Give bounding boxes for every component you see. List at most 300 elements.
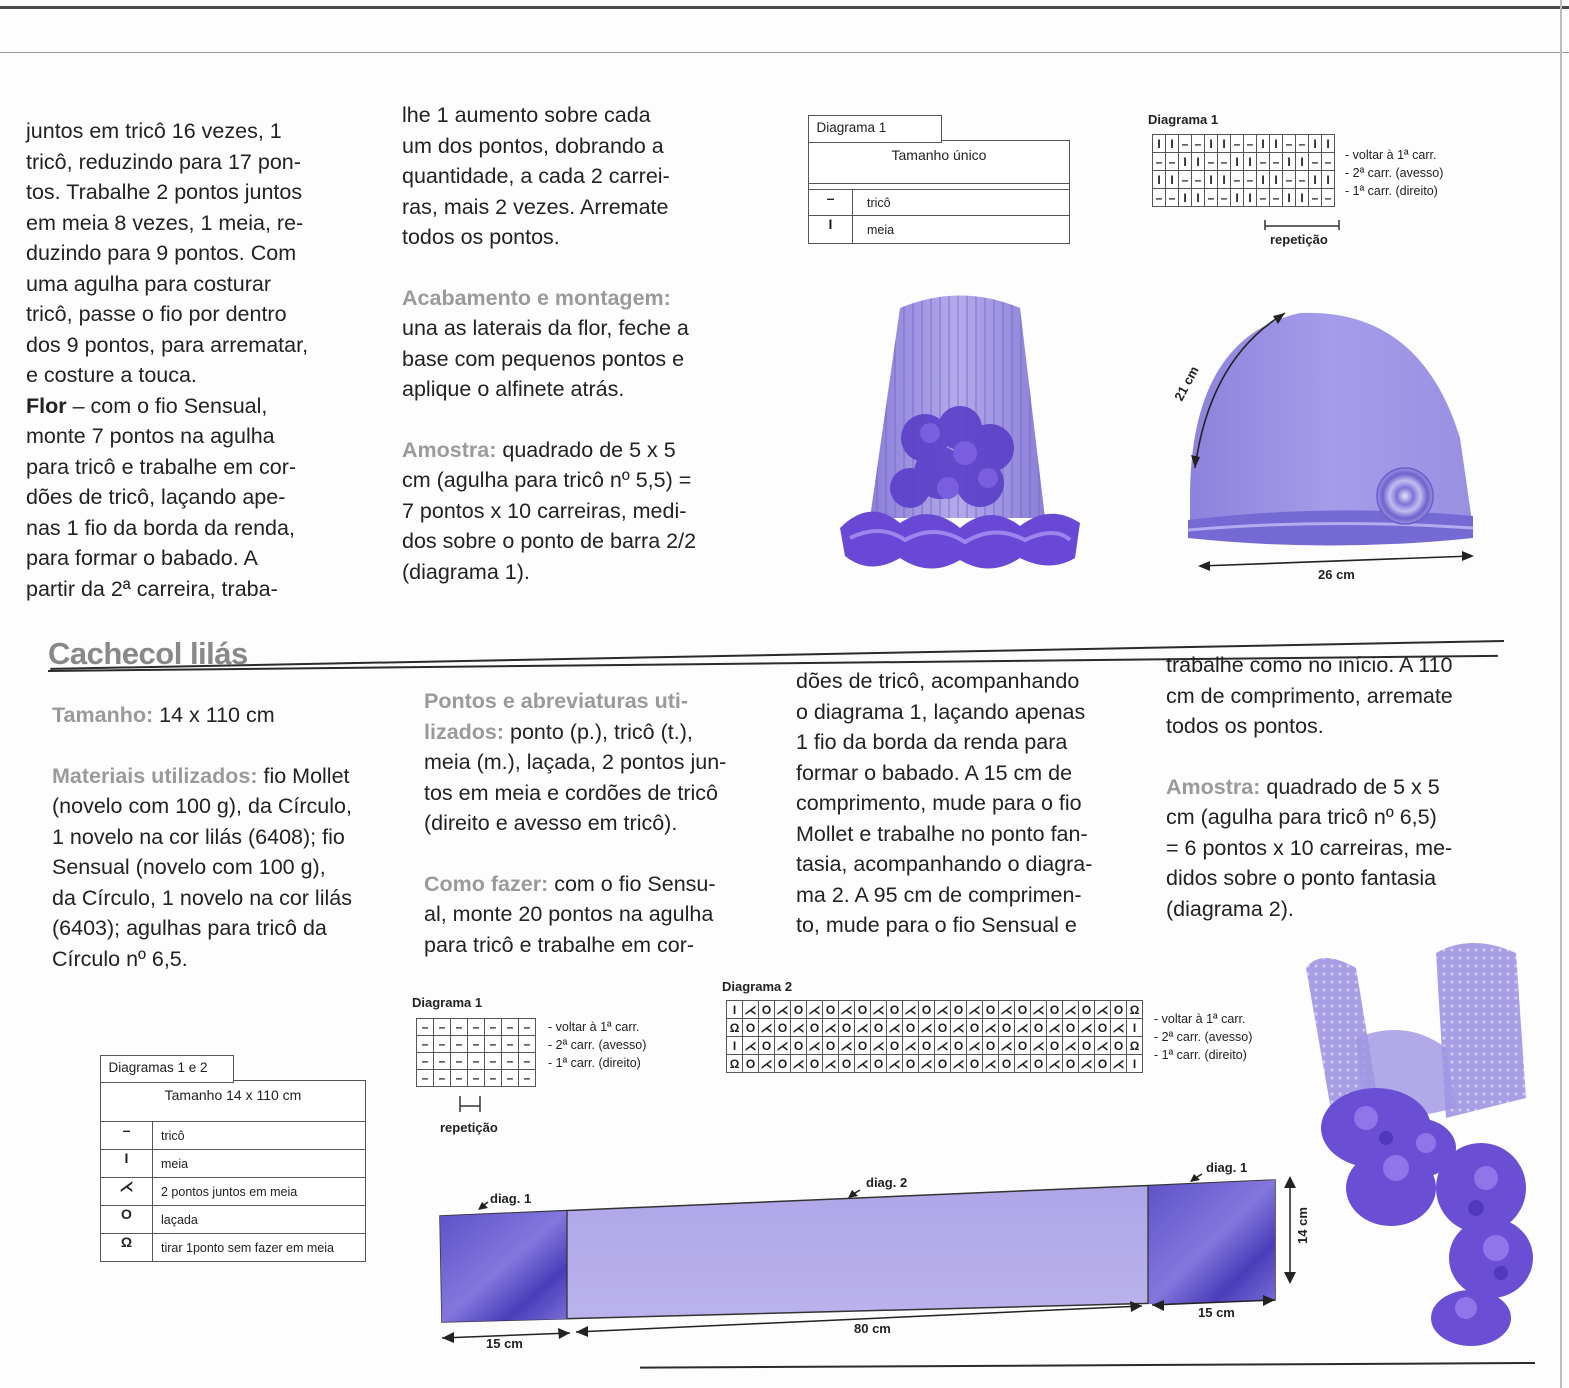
text-run: para formar o babado. A bbox=[26, 546, 258, 570]
grid-cell: – bbox=[485, 1019, 502, 1036]
grid-cell: ⋌ bbox=[1032, 1002, 1045, 1017]
hat-height-label: 21 cm bbox=[1171, 363, 1202, 404]
text-run: para tricô e trabalhe em cor- bbox=[424, 932, 695, 957]
text-run: uma agulha para costurar bbox=[26, 271, 272, 296]
text-line bbox=[26, 299, 376, 330]
row-label: - voltar à 1ª carr. bbox=[548, 1020, 640, 1034]
legend-row bbox=[101, 1233, 365, 1261]
grid-cell: O bbox=[1063, 1019, 1079, 1037]
text-run: (novelo com 100 g), da Círculo, bbox=[52, 794, 352, 818]
grid-cell: ⋌ bbox=[776, 1002, 789, 1017]
grid-cell: ⋌ bbox=[1064, 1002, 1077, 1017]
text-run: dões de tricô, acompanhando bbox=[796, 669, 1080, 693]
grid-cell: I bbox=[1166, 135, 1179, 153]
text-label: Amostra: bbox=[402, 437, 497, 462]
text-line bbox=[26, 330, 376, 361]
text-run: (direito e avesso em tricô). bbox=[424, 811, 678, 835]
grid-cell: – bbox=[1309, 189, 1322, 207]
grid-cell: ⋌ bbox=[1032, 1038, 1045, 1053]
text-line bbox=[26, 177, 376, 208]
grid-cell: – bbox=[434, 1019, 451, 1036]
text-run: aplique o alfinete atrás. bbox=[402, 377, 625, 401]
text-run: com o fio Sensu- bbox=[548, 871, 716, 896]
scarf-section-title: Cachecol lilás bbox=[48, 636, 248, 671]
grid-cell: I bbox=[1283, 189, 1296, 207]
legend-row bbox=[809, 189, 1069, 215]
grid-cell: ⋌ bbox=[792, 1020, 805, 1035]
grid-cell: ⋌ bbox=[920, 1056, 933, 1071]
grid-cell: – bbox=[519, 1053, 536, 1070]
hat-diagram-title: Diagrama 1 bbox=[1148, 112, 1219, 127]
grid-cell: – bbox=[1322, 153, 1335, 171]
grid-cell: – bbox=[502, 1019, 519, 1036]
grid-cell: – bbox=[1231, 135, 1244, 153]
grid-cell: ⋌ bbox=[872, 1002, 885, 1017]
grid-cell: O bbox=[903, 1055, 919, 1073]
grid-cell: – bbox=[502, 1036, 519, 1053]
text-line bbox=[1166, 802, 1511, 833]
legend-text: tricô bbox=[867, 195, 891, 210]
row-label: - 2ª carr. (avesso) bbox=[548, 1038, 647, 1052]
grid-cell: I bbox=[1283, 153, 1296, 171]
grid-cell: I bbox=[1205, 135, 1218, 153]
scarf-text-column-2 bbox=[424, 686, 770, 960]
grid-cell: O bbox=[1047, 1037, 1063, 1055]
grid-cell: – bbox=[417, 1019, 434, 1036]
legend-text: meia bbox=[161, 1156, 189, 1171]
text-line bbox=[402, 222, 747, 253]
grid-cell: Ω bbox=[727, 1055, 743, 1073]
grid-cell: ⋌ bbox=[904, 1002, 917, 1017]
text-run: 7 pontos x 10 carreiras, medi- bbox=[402, 498, 687, 523]
grid-cell: – bbox=[1192, 171, 1205, 189]
grid-cell: – bbox=[1153, 189, 1166, 207]
legend-header: Tamanho 14 x 110 cm bbox=[164, 1087, 302, 1103]
scarf-diagram2-title: Diagrama 2 bbox=[722, 979, 793, 994]
grid-cell: – bbox=[1270, 189, 1283, 207]
dim-height-label: 14 cm bbox=[1294, 1207, 1310, 1244]
grid-row bbox=[417, 1053, 536, 1070]
row-label: - 1ª carr. (direito) bbox=[1154, 1048, 1247, 1062]
grid-cell: ⋌ bbox=[1096, 1038, 1109, 1053]
scarf-legend-table bbox=[100, 1060, 366, 1262]
text-line bbox=[424, 686, 770, 717]
text-run: Círculo nº 6,5. bbox=[52, 946, 188, 971]
text-run: (diagrama 1). bbox=[402, 559, 530, 584]
grid-cell: – bbox=[451, 1053, 468, 1070]
grid-cell: O bbox=[1015, 1001, 1031, 1019]
grid-row bbox=[417, 1019, 536, 1036]
text-line bbox=[796, 788, 1141, 819]
text-line bbox=[26, 208, 376, 239]
grid-cell: I bbox=[1257, 135, 1270, 153]
legend-symbol: I bbox=[809, 216, 853, 243]
text-line bbox=[796, 849, 1141, 880]
grid-cell: I bbox=[1166, 171, 1179, 189]
grid-cell: – bbox=[1283, 171, 1296, 189]
grid-cell: O bbox=[999, 1055, 1015, 1073]
text-run: nas 1 fio da borda da renda, bbox=[26, 515, 295, 540]
grid-cell: – bbox=[1166, 189, 1179, 207]
text-run: quadrado de 5 x 5 bbox=[496, 437, 676, 462]
grid-cell: – bbox=[451, 1036, 468, 1053]
grid-cell: O bbox=[951, 1001, 967, 1019]
text-line bbox=[52, 913, 397, 944]
grid-cell: O bbox=[743, 1055, 759, 1073]
grid-cell: O bbox=[887, 1037, 903, 1055]
text-line bbox=[424, 747, 770, 778]
grid-cell: – bbox=[434, 1053, 451, 1070]
grid-cell: ⋌ bbox=[936, 1002, 949, 1017]
hat-repeat-label: repetição bbox=[1270, 232, 1328, 247]
text-line bbox=[402, 526, 747, 557]
spacer bbox=[424, 839, 770, 869]
text-run: (6403); agulhas para tricô da bbox=[52, 916, 327, 940]
grid-cell: O bbox=[1111, 1037, 1127, 1055]
text-line bbox=[402, 192, 747, 223]
text-run: – com o fio Sensual, bbox=[66, 393, 268, 418]
text-run: cm (agulha para tricô nº 5,5) = bbox=[402, 468, 692, 492]
legend-text: tirar 1ponto sem fazer em meia bbox=[161, 1240, 334, 1255]
text-line bbox=[796, 880, 1141, 911]
text-line bbox=[26, 116, 376, 147]
grid-cell: I bbox=[727, 1037, 743, 1055]
text-line bbox=[402, 374, 747, 405]
text-run: (diagrama 2). bbox=[1166, 896, 1294, 921]
grid-cell: – bbox=[1153, 153, 1166, 171]
text-line bbox=[1166, 650, 1511, 681]
text-run: 1 fio da borda da renda para bbox=[796, 730, 1068, 754]
text-run: tricô, reduzindo para 17 pon- bbox=[26, 149, 301, 174]
spacer bbox=[52, 731, 397, 761]
text-run: duzindo para 9 pontos. Com bbox=[26, 241, 297, 265]
scarf-text-column-4 bbox=[1166, 650, 1511, 924]
grid-cell: – bbox=[434, 1070, 451, 1087]
grid-cell: ⋌ bbox=[1048, 1020, 1061, 1035]
row-label: - 2ª carr. (avesso) bbox=[1345, 166, 1444, 180]
grid-cell: O bbox=[855, 1037, 871, 1055]
grid-cell: – bbox=[1205, 153, 1218, 171]
text-run: tasia, acompanhando o diagra- bbox=[796, 852, 1093, 876]
grid-cell: ⋌ bbox=[1080, 1020, 1093, 1035]
legend-symbol: O bbox=[101, 1206, 153, 1233]
legend-row bbox=[809, 215, 1069, 243]
text-line bbox=[26, 391, 376, 422]
legend-text: tricô bbox=[161, 1128, 185, 1143]
text-line bbox=[1166, 863, 1511, 894]
scarf-diagram2-row-labels bbox=[1154, 1010, 1252, 1064]
row-label: - 1ª carr. (direito) bbox=[1345, 184, 1438, 198]
legend-tab: Diagrama 1 bbox=[808, 115, 942, 143]
text-run: juntos em tricô 16 vezes, 1 bbox=[26, 119, 282, 143]
text-run: Mollet e trabalhe no ponto fan- bbox=[796, 821, 1088, 846]
grid-cell: I bbox=[1309, 171, 1322, 189]
text-line bbox=[796, 910, 1141, 941]
grid-cell: – bbox=[502, 1070, 519, 1087]
grid-cell: O bbox=[743, 1019, 759, 1037]
text-run: todos os pontos. bbox=[402, 225, 560, 249]
grid-cell: ⋌ bbox=[808, 1002, 821, 1017]
grid-cell: O bbox=[887, 1001, 903, 1019]
text-run: ponto (p.), tricô (t.), bbox=[504, 719, 693, 744]
row-label: - voltar à 1ª carr. bbox=[1154, 1012, 1246, 1026]
grid-cell: O bbox=[1079, 1037, 1095, 1055]
grid-cell: ⋌ bbox=[1016, 1056, 1029, 1071]
grid-cell: O bbox=[983, 1037, 999, 1055]
grid-cell: ⋌ bbox=[856, 1020, 869, 1035]
grid-cell: ⋌ bbox=[904, 1038, 917, 1053]
text-run: dões de tricô, laçando ape- bbox=[26, 485, 286, 509]
dim-left-label: 15 cm bbox=[486, 1336, 523, 1351]
grid-cell: O bbox=[935, 1019, 951, 1037]
row-label: - 2ª carr. (avesso) bbox=[1154, 1030, 1253, 1044]
grid-cell: – bbox=[519, 1070, 536, 1087]
grid-cell: ⋌ bbox=[776, 1038, 789, 1053]
grid-cell: O bbox=[967, 1055, 983, 1073]
grid-cell: O bbox=[807, 1055, 823, 1073]
text-label: Como fazer: bbox=[424, 871, 549, 896]
spacer bbox=[1166, 742, 1511, 772]
text-line bbox=[424, 808, 770, 839]
grid-cell: O bbox=[775, 1019, 791, 1037]
text-line bbox=[402, 344, 747, 375]
text-run: Sensual (novelo com 100 g), bbox=[52, 855, 326, 879]
text-line bbox=[52, 822, 397, 853]
grid-cell: O bbox=[1015, 1037, 1031, 1055]
grid-cell: I bbox=[1309, 135, 1322, 153]
diag1-right-label: diag. 1 bbox=[1206, 1160, 1248, 1175]
text-label: Pontos e abreviaturas uti- bbox=[424, 689, 689, 713]
text-line bbox=[26, 360, 376, 391]
text-line bbox=[402, 435, 747, 466]
text-label: Acabamento e montagem: bbox=[402, 285, 671, 310]
grid-cell: ⋌ bbox=[1000, 1002, 1013, 1017]
legend-symbol: ⋌ bbox=[101, 1178, 153, 1205]
legend-symbol: – bbox=[101, 1122, 153, 1149]
grid-cell: ⋌ bbox=[808, 1038, 821, 1053]
grid-cell: ⋌ bbox=[968, 1002, 981, 1017]
text-run: meia (m.), laçada, 2 pontos jun- bbox=[424, 750, 727, 774]
grid-cell: O bbox=[791, 1037, 807, 1055]
grid-cell: – bbox=[434, 1036, 451, 1053]
text-line bbox=[26, 574, 376, 605]
grid-cell: – bbox=[1192, 135, 1205, 153]
grid-row bbox=[1153, 135, 1335, 153]
text-run: didos sobre o ponto fantasia bbox=[1166, 866, 1437, 890]
grid-cell: ⋌ bbox=[840, 1038, 853, 1053]
text-run: o diagrama 1, laçando apenas bbox=[796, 699, 1086, 724]
grid-cell: – bbox=[519, 1019, 536, 1036]
legend-text: laçada bbox=[161, 1212, 198, 1227]
grid-cell: ⋌ bbox=[744, 1002, 757, 1017]
text-run: fio Mollet bbox=[257, 763, 350, 788]
legend-header: Tamanho único bbox=[891, 147, 987, 163]
grid-cell: – bbox=[1296, 135, 1309, 153]
text-label: Materiais utilizados: bbox=[52, 763, 258, 788]
grid-cell: I bbox=[1244, 153, 1257, 171]
grid-cell: O bbox=[855, 1001, 871, 1019]
grid-cell: ⋌ bbox=[920, 1020, 933, 1035]
text-line bbox=[52, 700, 397, 731]
grid-row bbox=[1153, 171, 1335, 189]
text-line bbox=[402, 100, 747, 131]
legend-tab: Diagramas 1 e 2 bbox=[100, 1055, 234, 1083]
grid-cell: ⋌ bbox=[936, 1038, 949, 1053]
grid-cell: O bbox=[759, 1001, 775, 1019]
top-border bbox=[0, 6, 1569, 9]
grid-cell: O bbox=[823, 1037, 839, 1055]
grid-cell: I bbox=[1244, 189, 1257, 207]
text-run: quadrado de 5 x 5 bbox=[1260, 774, 1440, 799]
text-line bbox=[26, 482, 376, 513]
grid-cell: ⋌ bbox=[952, 1020, 965, 1035]
text-line bbox=[52, 852, 397, 883]
grid-cell: – bbox=[1257, 153, 1270, 171]
text-run: cm de comprimento, arremate bbox=[1166, 683, 1453, 708]
grid-cell: I bbox=[1179, 153, 1192, 171]
hat-legend-table bbox=[808, 120, 1070, 244]
grid-cell: O bbox=[1111, 1001, 1127, 1019]
grid-cell: – bbox=[1270, 153, 1283, 171]
grid-cell: ⋌ bbox=[888, 1056, 901, 1071]
knitted-hat-photo bbox=[830, 288, 1090, 578]
grid-cell: I bbox=[1205, 171, 1218, 189]
text-line bbox=[424, 899, 770, 930]
grid-cell: Ω bbox=[1127, 1001, 1143, 1019]
text-line bbox=[1166, 894, 1511, 925]
grid-cell: – bbox=[1244, 135, 1257, 153]
text-line bbox=[26, 147, 376, 178]
grid-cell: O bbox=[807, 1019, 823, 1037]
grid-cell: O bbox=[775, 1055, 791, 1073]
row-label: - voltar à 1ª carr. bbox=[1345, 148, 1437, 162]
text-line bbox=[1166, 681, 1511, 712]
grid-row bbox=[727, 1001, 1143, 1019]
text-line bbox=[1166, 833, 1511, 864]
grid-cell: O bbox=[791, 1001, 807, 1019]
text-run: um dos pontos, dobrando a bbox=[402, 133, 664, 158]
grid-cell: ⋌ bbox=[952, 1056, 965, 1071]
grid-cell: O bbox=[999, 1019, 1015, 1037]
text-run: tos. Trabalhe 2 pontos juntos bbox=[26, 180, 303, 204]
grid-cell: Ω bbox=[727, 1019, 743, 1037]
scarf-text-column-1 bbox=[52, 700, 397, 974]
legend-row bbox=[101, 1205, 365, 1233]
grid-row bbox=[1153, 153, 1335, 171]
legend-row bbox=[101, 1149, 365, 1177]
text-line bbox=[26, 421, 376, 452]
text-line bbox=[402, 131, 747, 162]
grid-row bbox=[417, 1070, 536, 1087]
text-line bbox=[424, 778, 770, 809]
grid-cell: – bbox=[468, 1036, 485, 1053]
grid-cell: ⋌ bbox=[888, 1020, 901, 1035]
diag2-label: diag. 2 bbox=[866, 1175, 908, 1190]
text-line bbox=[26, 452, 376, 483]
text-run: = 6 pontos x 10 carreiras, me- bbox=[1166, 835, 1453, 860]
grid-cell: – bbox=[1179, 171, 1192, 189]
grid-row bbox=[727, 1019, 1143, 1037]
text-label: Amostra: bbox=[1166, 774, 1261, 799]
legend-text: meia bbox=[867, 222, 895, 237]
grid-cell: O bbox=[1079, 1001, 1095, 1019]
text-label: Tamanho: bbox=[52, 703, 154, 727]
grid-cell: I bbox=[1231, 153, 1244, 171]
grid-cell: O bbox=[1095, 1055, 1111, 1073]
grid-cell: – bbox=[468, 1070, 485, 1087]
grid-cell: ⋌ bbox=[792, 1056, 805, 1071]
text-line bbox=[26, 513, 376, 544]
grid-cell: O bbox=[823, 1001, 839, 1019]
grid-cell: I bbox=[1270, 171, 1283, 189]
text-line bbox=[796, 666, 1141, 697]
top-rule bbox=[0, 52, 1569, 53]
text-run: ras, mais 2 vezes. Arremate bbox=[402, 194, 669, 219]
grid-cell: – bbox=[502, 1053, 519, 1070]
grid-cell: O bbox=[935, 1055, 951, 1073]
grid-cell: ⋌ bbox=[824, 1020, 837, 1035]
text-line bbox=[52, 761, 397, 792]
spacer bbox=[402, 253, 747, 283]
grid-cell: ⋌ bbox=[856, 1056, 869, 1071]
grid-cell: ⋌ bbox=[872, 1038, 885, 1053]
grid-cell: I bbox=[1270, 135, 1283, 153]
grid-cell: – bbox=[485, 1036, 502, 1053]
text-line bbox=[26, 238, 376, 269]
text-run: da Círculo, 1 novelo na cor lilás bbox=[52, 885, 352, 910]
grid-cell: ⋌ bbox=[1080, 1056, 1093, 1071]
grid-cell: O bbox=[839, 1055, 855, 1073]
grid-row bbox=[417, 1036, 536, 1053]
grid-cell: – bbox=[1218, 189, 1231, 207]
grid-cell: I bbox=[1231, 189, 1244, 207]
text-run: formar o babado. A 15 cm de bbox=[796, 760, 1073, 785]
grid-cell: I bbox=[1153, 135, 1166, 153]
text-line bbox=[1166, 772, 1511, 803]
text-line bbox=[402, 161, 747, 192]
text-run: dos sobre o ponto de barra 2/2 bbox=[402, 529, 697, 553]
grid-cell: – bbox=[417, 1053, 434, 1070]
hat-text-column-1 bbox=[26, 116, 376, 604]
grid-cell: I bbox=[1296, 153, 1309, 171]
grid-cell: O bbox=[951, 1037, 967, 1055]
legend-text: 2 pontos juntos em meia bbox=[161, 1184, 298, 1199]
hat-diagram-row-labels bbox=[1345, 146, 1443, 200]
repeat-bracket bbox=[455, 1094, 485, 1114]
grid-cell: I bbox=[1322, 171, 1335, 189]
grid-cell: O bbox=[871, 1019, 887, 1037]
hat-text-column-2 bbox=[402, 100, 747, 587]
text-line bbox=[402, 465, 747, 496]
grid-cell: – bbox=[468, 1019, 485, 1036]
knitted-scarf-photo bbox=[1296, 938, 1546, 1348]
grid-cell: I bbox=[1218, 171, 1231, 189]
grid-cell: O bbox=[871, 1055, 887, 1073]
dim-middle-label: 80 cm bbox=[854, 1321, 891, 1336]
grid-cell: Ω bbox=[1127, 1037, 1143, 1055]
grid-cell: ⋌ bbox=[840, 1002, 853, 1017]
grid-cell: – bbox=[451, 1070, 468, 1087]
text-label: Flor bbox=[26, 393, 67, 418]
grid-cell: I bbox=[1218, 135, 1231, 153]
text-line bbox=[402, 496, 747, 527]
text-run: tricô, passe o fio por dentro bbox=[26, 302, 287, 326]
page-edge bbox=[1560, 0, 1562, 1388]
text-line bbox=[796, 727, 1141, 758]
scarf-text-column-3 bbox=[796, 666, 1141, 941]
text-run: dos 9 pontos, para arrematar, bbox=[26, 332, 309, 357]
grid-cell: – bbox=[417, 1070, 434, 1087]
